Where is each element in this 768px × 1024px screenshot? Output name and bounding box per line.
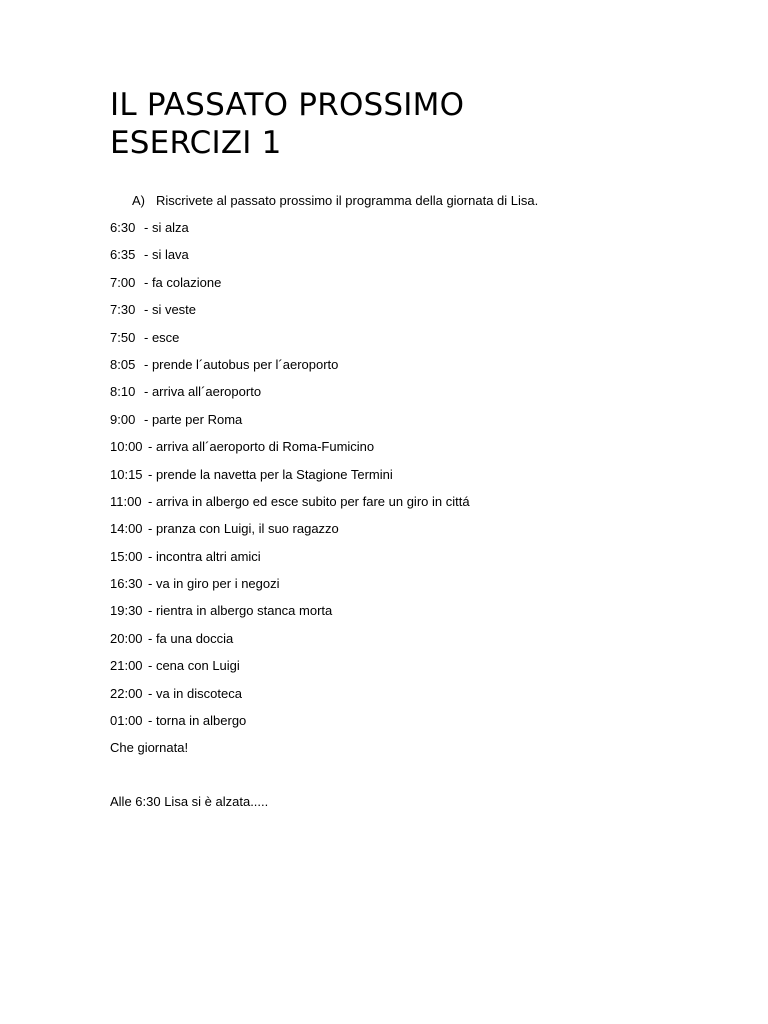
schedule-activity: - va in giro per i negozi: [148, 576, 280, 592]
schedule-time: 11:00: [110, 493, 142, 509]
title-line-2: ESERCIZI 1: [110, 125, 282, 161]
title-line-1: IL PASSATO PROSSIMO: [110, 87, 465, 123]
schedule-time: 01:00: [110, 713, 143, 729]
schedule-item: [110, 575, 470, 602]
schedule-activity: - arriva all´aeroporto: [144, 384, 262, 400]
schedule-item: [110, 602, 470, 629]
schedule-activity: - parte per Roma: [144, 411, 243, 427]
schedule-time: 15:00: [110, 548, 143, 564]
schedule-time: 9:00: [110, 411, 136, 427]
schedule-time: 19:30: [110, 603, 143, 619]
schedule-item: [110, 383, 470, 410]
schedule-activity: - arriva all´aeroporto di Roma-Fumicino: [148, 439, 375, 455]
schedule-time: 7:00: [110, 274, 136, 290]
schedule-item: [110, 219, 470, 246]
schedule-item: [110, 246, 470, 273]
schedule-activity: - si lava: [144, 247, 189, 263]
instruction-marker: A): [132, 193, 145, 208]
schedule-time: 7:50: [110, 329, 136, 345]
schedule-activity: - rientra in albergo stanca morta: [148, 603, 333, 619]
schedule-activity: - arriva in albergo ed esce subito per fare un giro in cittá: [148, 493, 470, 509]
schedule-time: 10:15: [110, 466, 143, 482]
schedule-item: [110, 493, 470, 520]
schedule-time: 21:00: [110, 658, 143, 674]
schedule-activity: - si veste: [144, 302, 197, 318]
schedule-time: 6:30: [110, 220, 136, 235]
schedule-activity: - fa una doccia: [148, 630, 234, 646]
schedule-activity: - incontra altri amici: [148, 548, 261, 564]
schedule-activity: - torna in albergo: [148, 713, 247, 729]
schedule-item: [110, 685, 470, 712]
schedule-item: [110, 301, 470, 328]
schedule-time: 8:05: [110, 356, 136, 372]
schedule-item: [110, 466, 470, 493]
schedule-time: 10:00: [110, 439, 143, 455]
schedule-item: [110, 548, 470, 575]
schedule-time: 14:00: [110, 521, 143, 537]
schedule-time: 7:30: [110, 302, 136, 318]
schedule-item: [110, 329, 470, 356]
schedule-activity: - va in discoteca: [148, 685, 242, 701]
schedule-activity: - fa colazione: [144, 274, 222, 290]
schedule-item: [110, 630, 470, 657]
exercise-instruction: [132, 192, 538, 210]
schedule-activity: - prende l´autobus per l´aeroporto: [144, 356, 339, 372]
answer-start-text: Alle 6:30 Lisa si è alzata.....: [110, 794, 269, 809]
schedule-time: 6:35: [110, 247, 136, 263]
schedule-time: 20:00: [110, 630, 143, 646]
schedule-item: [110, 712, 470, 739]
schedule-item: [110, 438, 470, 465]
schedule-time: 16:30: [110, 576, 143, 592]
schedule-item: [110, 520, 470, 547]
schedule-activity: - cena con Luigi: [148, 658, 240, 674]
closing-remark: Che giornata!: [110, 740, 189, 755]
schedule-list: [110, 219, 470, 739]
schedule-time: 8:10: [110, 384, 136, 400]
page-title: [110, 86, 464, 162]
schedule-time: 22:00: [110, 685, 143, 701]
schedule-item: [110, 274, 470, 301]
schedule-activity: - si alza: [144, 220, 189, 235]
schedule-activity: - prende la navetta per la Stagione Termini: [148, 466, 393, 482]
schedule-item: [110, 657, 470, 684]
schedule-activity: - esce: [144, 329, 180, 345]
instruction-text: Riscrivete al passato prossimo il programma della giornata di Lisa.: [156, 193, 539, 208]
schedule-item: [110, 356, 470, 383]
schedule-item: [110, 411, 470, 438]
schedule-activity: - pranza con Luigi, il suo ragazzo: [148, 521, 339, 537]
